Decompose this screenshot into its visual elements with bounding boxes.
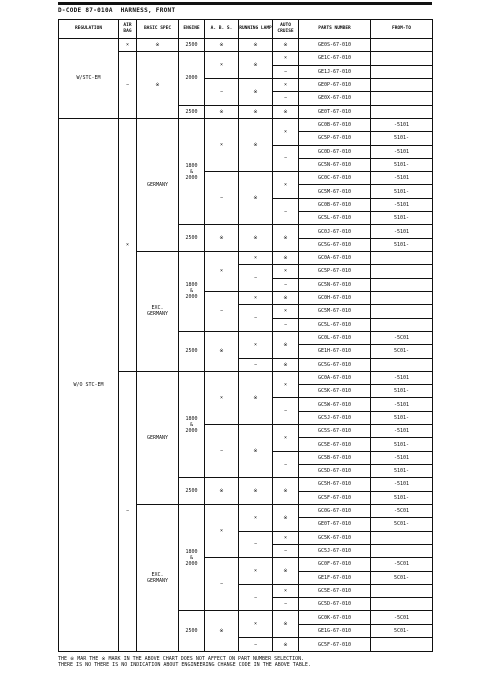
abs-cell: × (205, 252, 239, 292)
engine-cell: 2500 (179, 611, 205, 652)
from-to-cell: 5C01- (371, 624, 433, 637)
running-lamp-cell: ※ (239, 78, 273, 105)
airbag-cell: × (119, 39, 137, 52)
part-number-cell: GE0P-67-010 (299, 78, 371, 91)
from-to-cell (371, 638, 433, 652)
from-to-cell: -5C01 (371, 611, 433, 624)
auto-cruise-cell: × (273, 52, 299, 65)
part-number-cell: GC5E-67-010 (299, 438, 371, 451)
col-header-abs: A. B. S. (205, 20, 239, 39)
auto-cruise-cell: − (273, 598, 299, 611)
col-header-from-to: FROM-TO (371, 20, 433, 39)
part-number-cell: GC5P-67-010 (299, 265, 371, 278)
from-to-cell (371, 584, 433, 597)
col-header-regulation: REGULATION (59, 20, 119, 39)
engine-cell: 1800 & 2000 (179, 252, 205, 332)
running-lamp-cell: ※ (239, 478, 273, 505)
engine-cell: 1800 & 2000 (179, 371, 205, 478)
part-number-cell: GC5E-67-010 (299, 584, 371, 597)
part-number-cell: GC0B-67-010 (299, 198, 371, 211)
part-number-cell: GC0L-67-010 (299, 331, 371, 344)
abs-cell: − (205, 78, 239, 105)
running-lamp-cell: − (239, 584, 273, 611)
running-lamp-cell: × (239, 504, 273, 531)
from-to-cell: 5101- (371, 185, 433, 198)
part-number-cell: GC5D-67-010 (299, 598, 371, 611)
part-number-cell: GC0B-67-010 (299, 118, 371, 131)
abs-cell: ※ (205, 331, 239, 371)
col-header-engine: ENGINE (179, 20, 205, 39)
running-lamp-cell: × (239, 331, 273, 358)
part-number-cell: GE0T-67-010 (299, 518, 371, 531)
running-lamp-cell: ※ (239, 105, 273, 118)
part-number-cell: GC5K-67-010 (299, 385, 371, 398)
part-number-cell: GC5L-67-010 (299, 318, 371, 331)
running-lamp-cell: − (239, 265, 273, 292)
auto-cruise-cell: ※ (273, 558, 299, 585)
abs-cell: × (205, 118, 239, 171)
auto-cruise-cell: ※ (273, 638, 299, 652)
part-number-cell: GC0A-67-010 (299, 252, 371, 265)
basic-spec-cell: ※ (137, 39, 179, 52)
running-lamp-cell: ※ (239, 225, 273, 252)
part-number-cell: GC5F-67-010 (299, 638, 371, 652)
auto-cruise-cell: × (273, 371, 299, 398)
from-to-cell: 5C01- (371, 518, 433, 531)
auto-cruise-cell: − (273, 65, 299, 78)
from-to-cell: -5101 (371, 478, 433, 491)
part-number-cell: GC0D-67-010 (299, 145, 371, 158)
part-number-cell: GE0T-67-010 (299, 105, 371, 118)
running-lamp-cell: ※ (239, 118, 273, 171)
from-to-cell: 5101- (371, 438, 433, 451)
from-to-cell: -5C01 (371, 331, 433, 344)
auto-cruise-cell: ※ (273, 39, 299, 52)
part-number-cell: GC5M-67-010 (299, 305, 371, 318)
abs-cell: × (205, 371, 239, 424)
part-number-cell: GE1C-67-010 (299, 52, 371, 65)
abs-cell: ※ (205, 39, 239, 52)
auto-cruise-cell: ※ (273, 331, 299, 358)
regulation-cell: W/O STC-EM (59, 118, 119, 651)
header-row (59, 20, 433, 39)
part-number-cell: GC0A-67-010 (299, 371, 371, 384)
part-number-cell: GC5F-67-010 (299, 491, 371, 504)
col-header-parts-number: PARTS NUMBER (299, 20, 371, 39)
engine-cell: 2500 (179, 225, 205, 252)
abs-cell: ※ (205, 611, 239, 652)
auto-cruise-cell: × (273, 265, 299, 278)
engine-cell: 1800 & 2000 (179, 118, 205, 225)
from-to-cell (371, 265, 433, 278)
abs-cell: − (205, 172, 239, 225)
auto-cruise-cell: × (273, 118, 299, 145)
part-number-cell: GC0G-67-010 (299, 504, 371, 517)
from-to-cell: 5101- (371, 212, 433, 225)
from-to-cell: -5101 (371, 225, 433, 238)
part-number-cell: GC0H-67-010 (299, 291, 371, 304)
engine-cell: 2500 (179, 478, 205, 505)
from-to-cell: -5101 (371, 172, 433, 185)
abs-cell: − (205, 558, 239, 611)
part-number-cell: GC0J-67-010 (299, 225, 371, 238)
parts-table (58, 19, 433, 652)
running-lamp-cell: − (239, 531, 273, 558)
airbag-cell: − (119, 52, 137, 119)
running-lamp-cell: × (239, 558, 273, 585)
basic-spec-cell: GERMANY (137, 371, 179, 504)
from-to-cell (371, 78, 433, 91)
auto-cruise-cell: ※ (273, 611, 299, 638)
airbag-cell: × (119, 118, 137, 371)
part-number-cell: GE1J-67-010 (299, 65, 371, 78)
part-number-cell: GC0F-67-010 (299, 558, 371, 571)
auto-cruise-cell: ※ (273, 504, 299, 531)
from-to-cell: 5101- (371, 465, 433, 478)
part-number-cell: GE0X-67-010 (299, 92, 371, 105)
part-number-cell: GC5D-67-010 (299, 465, 371, 478)
page-title: D-CODE 87-010A HARNESS, FRONT (58, 7, 176, 14)
auto-cruise-cell: ※ (273, 291, 299, 304)
from-to-cell (371, 52, 433, 65)
part-number-cell: GC5B-67-010 (299, 451, 371, 464)
running-lamp-cell: × (239, 252, 273, 265)
part-number-cell: GC5J-67-010 (299, 411, 371, 424)
footnote-line-1: THE ※ MAR THE ※ MARK IN THE ABOVE CHART DOES NOT AFFECT ON PART NUMBER SELECTION. (58, 656, 305, 662)
running-lamp-cell: − (239, 358, 273, 371)
from-to-cell (371, 92, 433, 105)
running-lamp-cell: × (239, 611, 273, 638)
from-to-cell: 5C01- (371, 345, 433, 358)
engine-cell: 1800 & 2000 (179, 504, 205, 611)
from-to-cell: 5C01- (371, 571, 433, 584)
part-number-cell: GC5H-67-010 (299, 478, 371, 491)
airbag-cell: − (119, 371, 137, 651)
auto-cruise-cell: × (273, 531, 299, 544)
auto-cruise-cell: ※ (273, 252, 299, 265)
part-number-cell: GE1G-67-010 (299, 624, 371, 637)
part-number-cell: GC0C-67-010 (299, 172, 371, 185)
auto-cruise-cell: × (273, 425, 299, 452)
from-to-cell: 5101- (371, 385, 433, 398)
from-to-cell (371, 39, 433, 52)
footnote-line-2: THERE IS NO THERE IS NO INDICATION ABOUT ENGINEERING CHANGE CODE IN THE ABOVE TABLE. (58, 662, 311, 668)
from-to-cell: 5101- (371, 491, 433, 504)
col-header-air-bag: AIR BAG (119, 20, 137, 39)
running-lamp-cell: × (239, 291, 273, 304)
engine-cell: 2500 (179, 105, 205, 118)
part-number-cell: GC5L-67-010 (299, 212, 371, 225)
auto-cruise-cell: − (273, 398, 299, 425)
auto-cruise-cell: × (273, 172, 299, 199)
from-to-cell (371, 252, 433, 265)
top-rule (58, 2, 432, 5)
from-to-cell: 5101- (371, 411, 433, 424)
from-to-cell (371, 531, 433, 544)
auto-cruise-cell: ※ (273, 478, 299, 505)
from-to-cell (371, 318, 433, 331)
running-lamp-cell: − (239, 638, 273, 652)
from-to-cell: -5101 (371, 145, 433, 158)
auto-cruise-cell: − (273, 544, 299, 557)
from-to-cell: -5101 (371, 198, 433, 211)
from-to-cell (371, 358, 433, 371)
part-number-cell: GC5N-67-010 (299, 158, 371, 171)
auto-cruise-cell: − (273, 451, 299, 478)
part-number-cell: GE1F-67-010 (299, 571, 371, 584)
col-header-auto-cruise: AUTO CRUISE (273, 20, 299, 39)
running-lamp-cell: ※ (239, 172, 273, 225)
from-to-cell (371, 305, 433, 318)
engine-cell: 2500 (179, 331, 205, 371)
engine-cell: 2000 (179, 52, 205, 105)
abs-cell: ※ (205, 478, 239, 505)
abs-cell: − (205, 291, 239, 331)
abs-cell: × (205, 504, 239, 557)
from-to-cell (371, 65, 433, 78)
abs-cell: ※ (205, 105, 239, 118)
auto-cruise-cell: − (273, 145, 299, 172)
from-to-cell: -5C01 (371, 558, 433, 571)
running-lamp-cell: − (239, 305, 273, 332)
from-to-cell: -5101 (371, 371, 433, 384)
part-number-cell: GE0S-67-010 (299, 39, 371, 52)
from-to-cell: -5101 (371, 451, 433, 464)
from-to-cell: 5101- (371, 132, 433, 145)
from-to-cell: 5101- (371, 158, 433, 171)
from-to-cell: -5C01 (371, 504, 433, 517)
part-number-cell: GC5G-67-010 (299, 238, 371, 251)
part-number-cell: GC5S-67-010 (299, 425, 371, 438)
col-header-running-lamp: RUNNING LAMP (239, 20, 273, 39)
part-number-cell: GC0K-67-010 (299, 611, 371, 624)
abs-cell: ※ (205, 225, 239, 252)
running-lamp-cell: ※ (239, 425, 273, 478)
part-number-cell: GC5N-67-010 (299, 278, 371, 291)
auto-cruise-cell: ※ (273, 105, 299, 118)
col-header-basic-spec: BASIC SPEC (137, 20, 179, 39)
abs-cell: × (205, 52, 239, 79)
part-number-cell: GC5P-67-010 (299, 132, 371, 145)
auto-cruise-cell: × (273, 78, 299, 91)
from-to-cell (371, 544, 433, 557)
from-to-cell: -5101 (371, 118, 433, 131)
from-to-cell (371, 105, 433, 118)
basic-spec-cell: EXC. GERMANY (137, 504, 179, 651)
regulation-cell: W/STC-EM (59, 39, 119, 119)
table-row (59, 118, 433, 131)
from-to-cell: -5101 (371, 398, 433, 411)
auto-cruise-cell: − (273, 198, 299, 225)
part-number-cell: GC5W-67-010 (299, 398, 371, 411)
part-number-cell: GC5K-67-010 (299, 531, 371, 544)
running-lamp-cell: ※ (239, 371, 273, 424)
abs-cell: − (205, 425, 239, 478)
part-number-cell: GC5G-67-010 (299, 358, 371, 371)
from-to-cell (371, 598, 433, 611)
part-number-cell: GC5M-67-010 (299, 185, 371, 198)
from-to-cell (371, 291, 433, 304)
auto-cruise-cell: − (273, 318, 299, 331)
table-row (59, 39, 433, 52)
from-to-cell: 5101- (371, 238, 433, 251)
auto-cruise-cell: ※ (273, 358, 299, 371)
running-lamp-cell: ※ (239, 52, 273, 79)
from-to-cell (371, 278, 433, 291)
auto-cruise-cell: ※ (273, 225, 299, 252)
auto-cruise-cell: − (273, 92, 299, 105)
part-number-cell: GE1H-67-010 (299, 345, 371, 358)
auto-cruise-cell: × (273, 305, 299, 318)
engine-cell: 2500 (179, 39, 205, 52)
basic-spec-cell: ※ (137, 52, 179, 119)
auto-cruise-cell: × (273, 584, 299, 597)
part-number-cell: GC5J-67-010 (299, 544, 371, 557)
auto-cruise-cell: − (273, 278, 299, 291)
footnote (58, 656, 311, 668)
from-to-cell: -5101 (371, 425, 433, 438)
basic-spec-cell: GERMANY (137, 118, 179, 251)
running-lamp-cell: ※ (239, 39, 273, 52)
basic-spec-cell: EXC. GERMANY (137, 252, 179, 372)
